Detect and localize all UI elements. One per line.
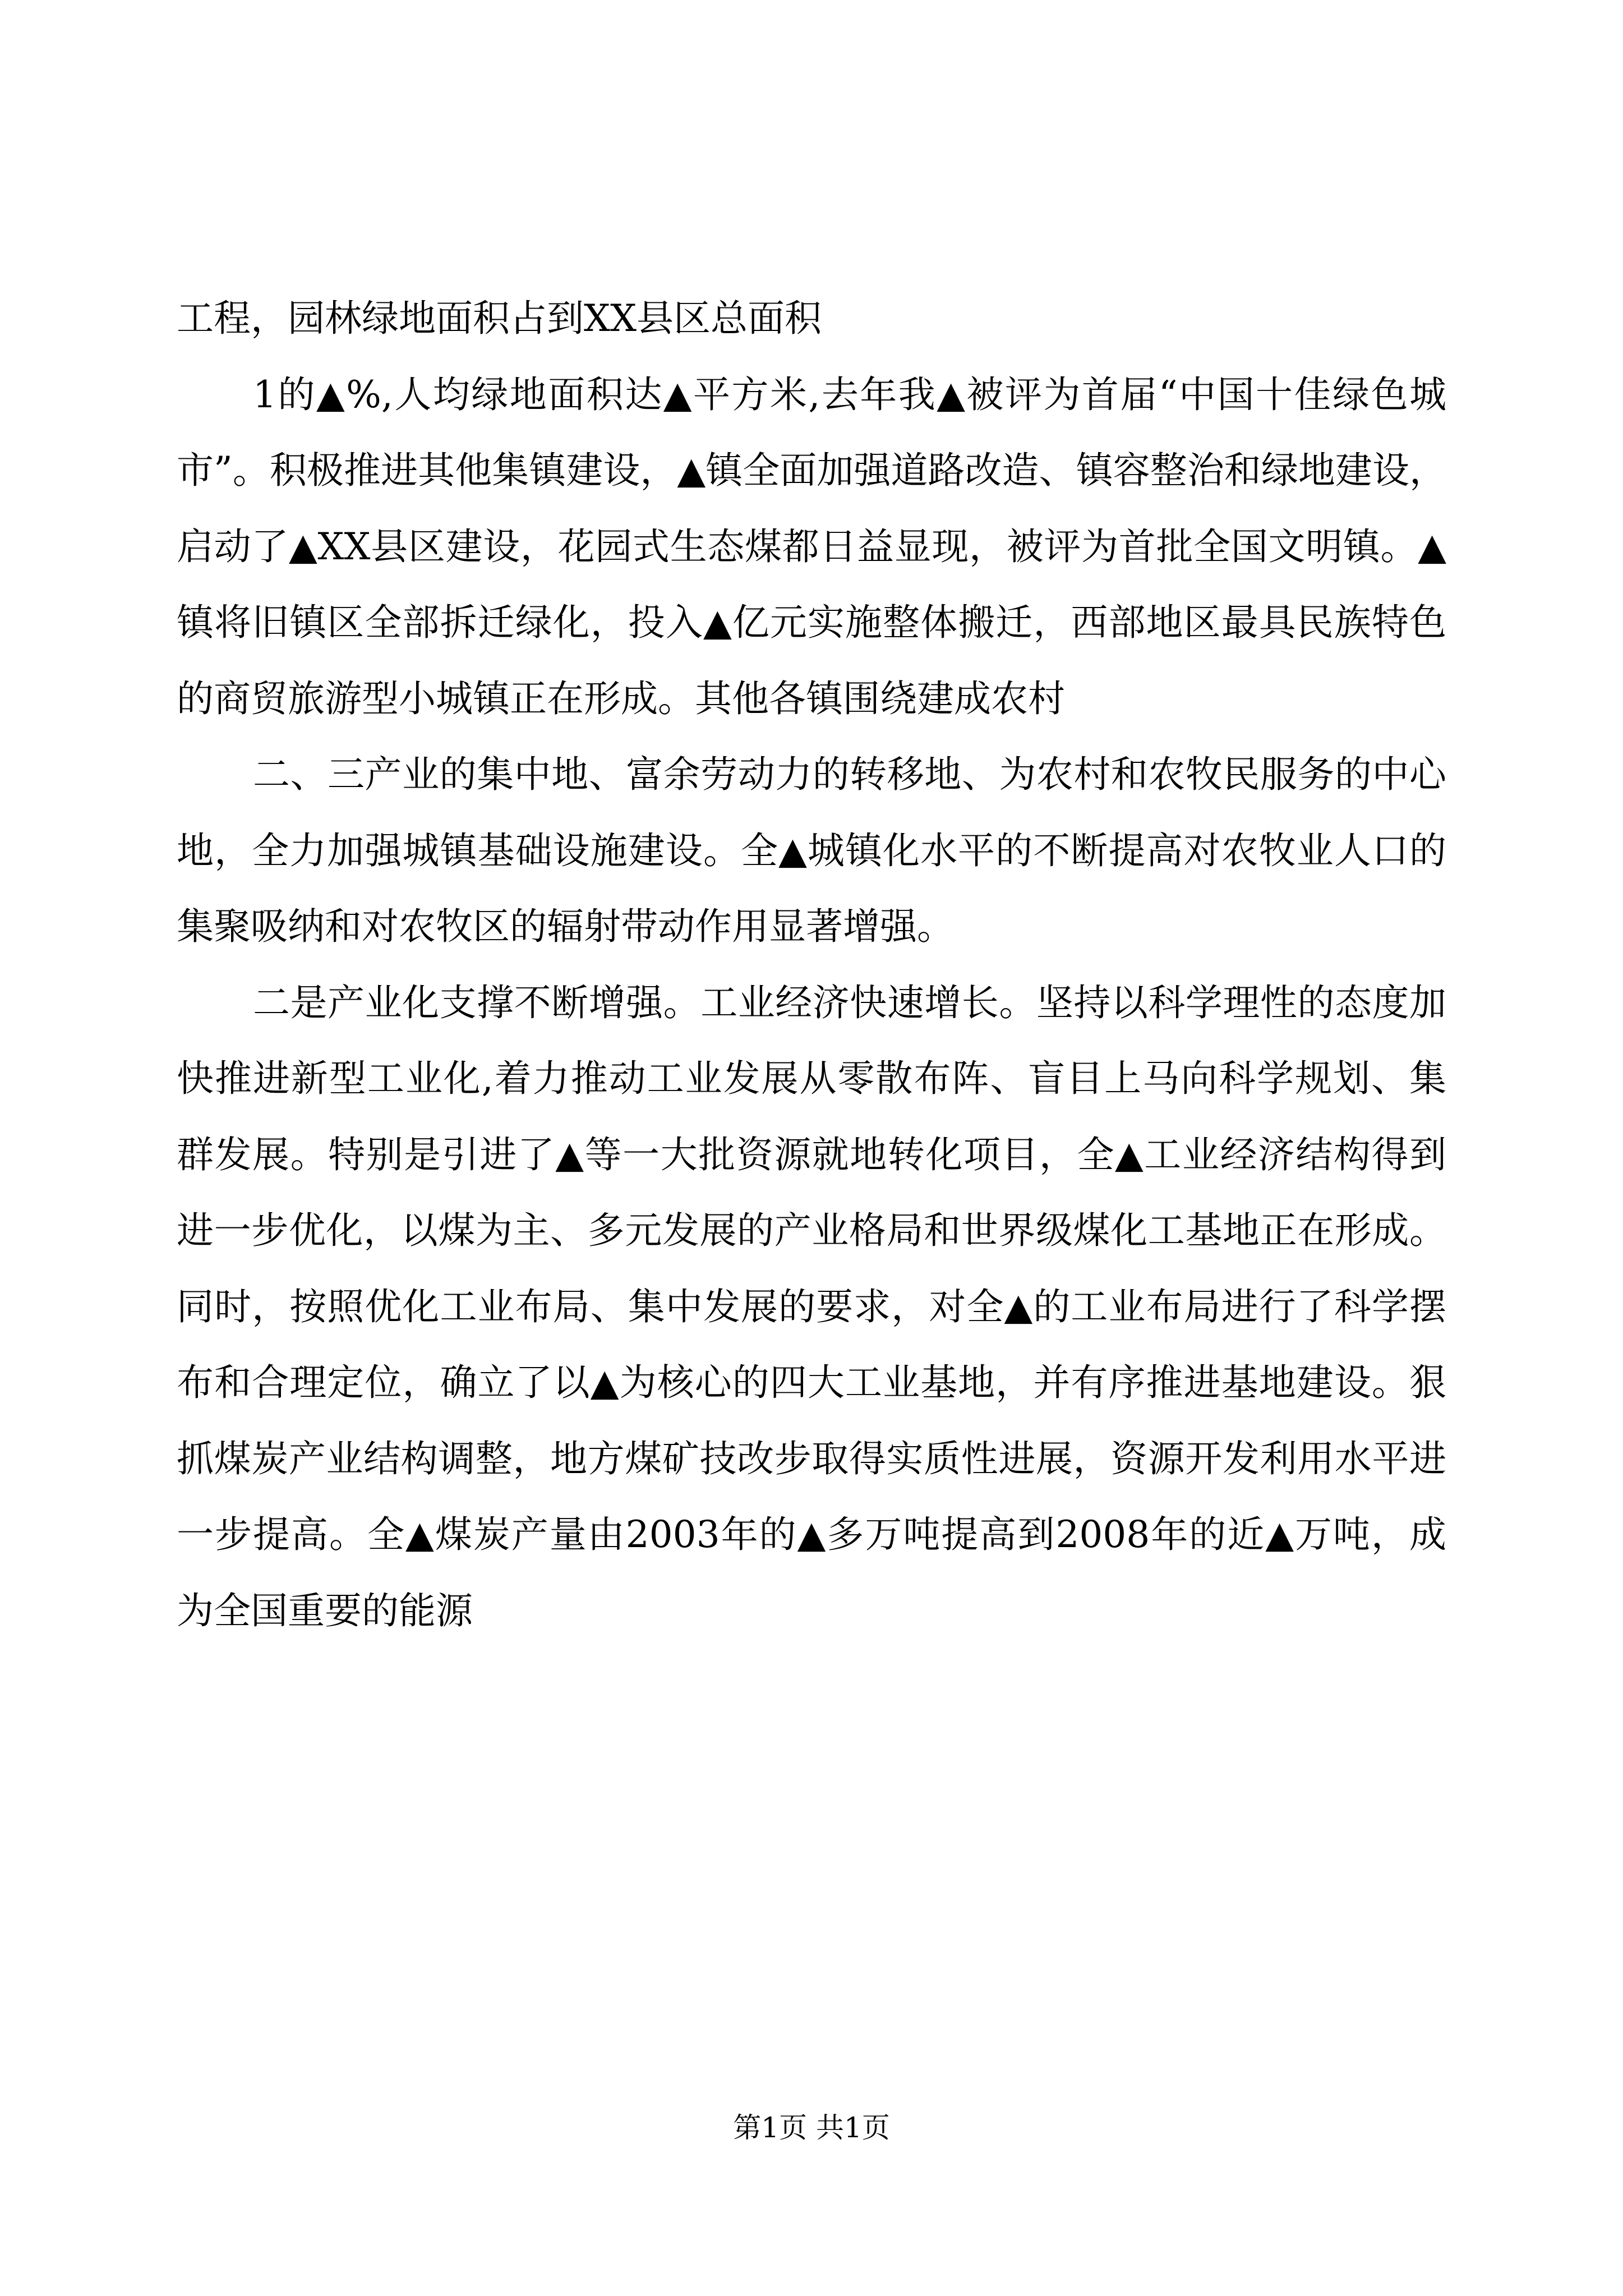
page-number-label: 第1页 共1页 — [733, 2111, 890, 2144]
page-footer — [0, 2108, 1623, 2147]
document-body — [177, 280, 1446, 1649]
paragraph-4: 二是产业化支撑不断增强。工业经济快速增长。坚持以科学理性的态度加快推进新型工业化,着力推动工业发展从零散布阵、盲目上马向科学规划、集群发展。特别是引进了▲等一大批资源就地转化项目，全▲工业经济结构得到进一步优化，以煤为主、多元发展的产业格局和世界级煤化工基地正在形成。同时，按照优化工业布局、集中发展的要求，对全▲的工业布局进行了科学摆布和合理定位，确立了以▲为核心的四大工业基地，并有序推进基地建设。狠抓煤炭产业结构调整，地方煤矿技改步取得实质性进展，资源开发利用水平进一步提高。全▲煤炭产量由2003年的▲多万吨提高到2008年的近▲万吨，成为全国重要的能源 — [177, 981, 1446, 1632]
paragraph-1: 工程，园林绿地面积占到XX县区总面积 — [177, 297, 822, 340]
paragraph-3: 二、三产业的集中地、富余劳动力的转移地、为农村和农牧民服务的中心地，全力加强城镇基础设施建设。全▲城镇化水平的不断提高对农牧业人口的集聚吸纳和对农牧区的辐射带动作用显著增强。 — [177, 753, 1446, 948]
paragraph-2: 1的▲%,人均绿地面积达▲平方米,去年我▲被评为首届“中国十佳绿色城市”。积极推进其他集镇建设，▲镇全面加强道路改造、镇容整治和绿地建设，启动了▲XX县区建设，花园式生态煤都日益显现，被评为首批全国文明镇。▲镇将旧镇区全部拆迁绿化，投入▲亿元实施整体搬迁，西部地区最具民族特色的商贸旅游型小城镇正在形成。其他各镇围绕建成农村 — [177, 372, 1446, 720]
